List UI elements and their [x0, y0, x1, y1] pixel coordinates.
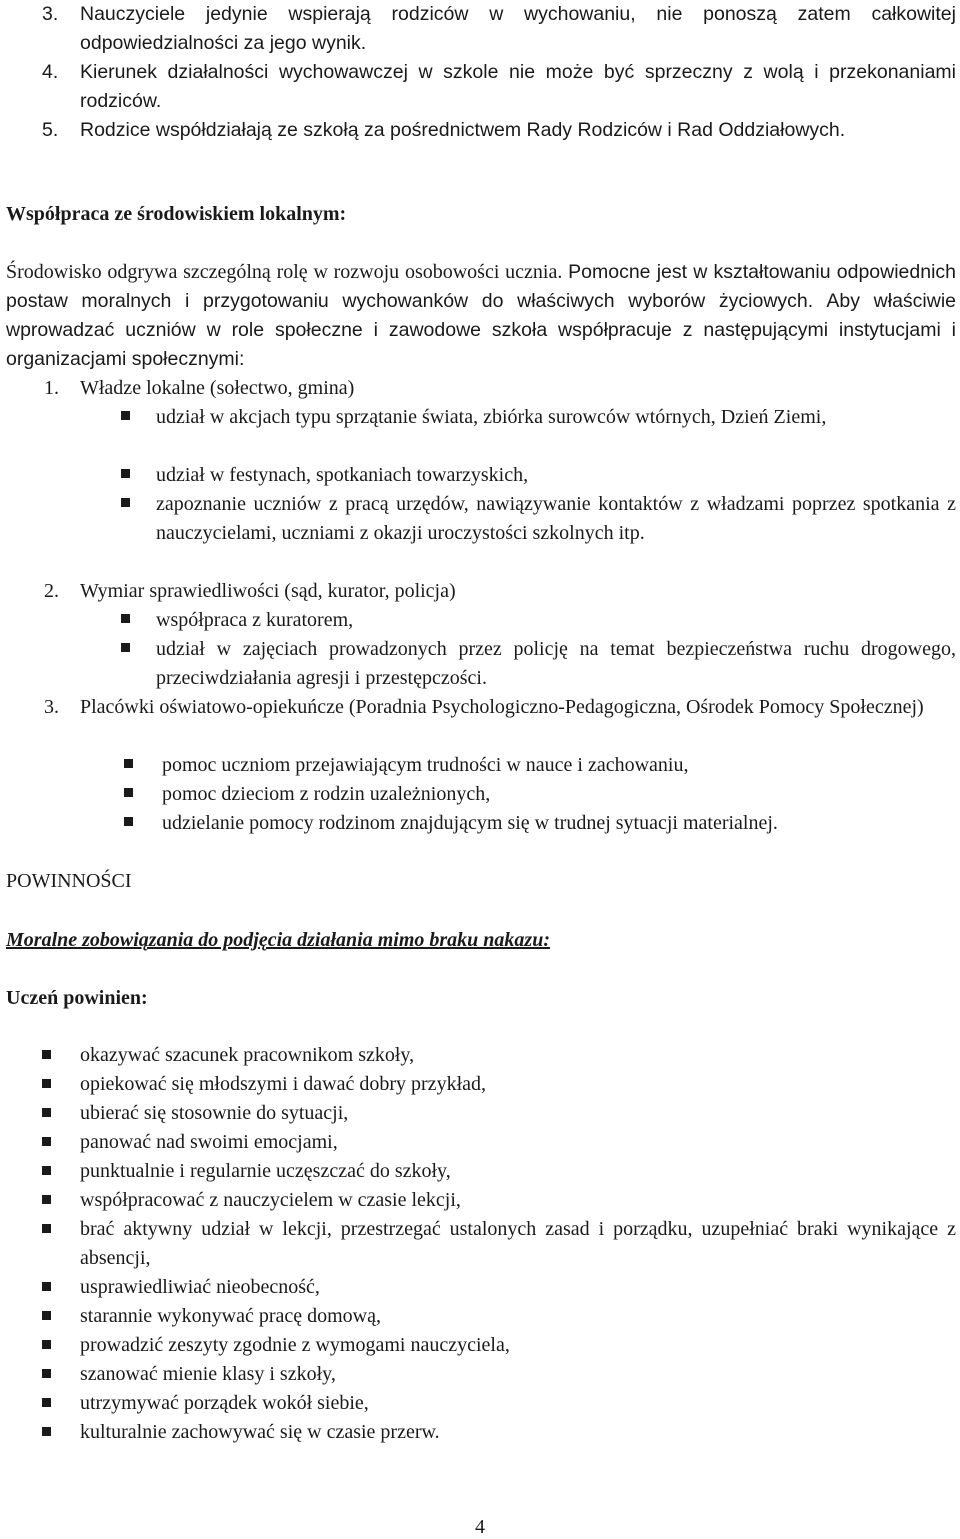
bullet-icon — [42, 1195, 51, 1204]
bullet-icon — [42, 1224, 51, 1233]
bullet-icon — [42, 1137, 51, 1146]
bullet-icon — [42, 1282, 51, 1291]
bullet-icon — [124, 788, 133, 797]
page-number: 4 — [475, 1516, 485, 1538]
section-paragraph — [6, 258, 956, 374]
list-item: pomoc dzieciom z rodzin uzależnionych, — [162, 783, 491, 805]
list-item: Kierunek działalności wychowawczej w szkole nie może być sprzeczny z wolą i przekonaniami rodziców. — [80, 61, 956, 112]
list-item: kulturalnie zachowywać się w czasie przerw. — [80, 1421, 440, 1443]
list-item: pomoc uczniom przejawiającym trudności w nauce i zachowaniu, — [162, 754, 689, 776]
powinnosci-heading: POWINNOŚCI — [6, 870, 132, 892]
bullet-icon — [124, 817, 133, 826]
list-number: 5. — [42, 119, 59, 141]
list-item: usprawiedliwiać nieobecność, — [80, 1276, 320, 1298]
list-item: ubierać się stosownie do sytuacji, — [80, 1102, 349, 1124]
bullet-icon — [42, 1398, 51, 1407]
section-heading: Współpraca ze środowiskiem lokalnym: — [6, 203, 347, 225]
list-item: prowadzić zeszyty zgodnie z wymogami nauczyciela, — [80, 1334, 510, 1356]
bullet-icon — [121, 614, 130, 623]
bullet-icon — [121, 469, 130, 478]
student-heading: Uczeń powinien: — [6, 987, 148, 1009]
list-item: panować nad swoimi emocjami, — [80, 1131, 338, 1153]
bullet-icon — [124, 759, 133, 768]
list-item: opiekować się młodszymi i dawać dobry przykład, — [80, 1073, 486, 1095]
list-item: udział w zajęciach prowadzonych przez policję na temat bezpieczeństwa ruchu drogowego, przeciwdziałania agresji i przestępczości. — [156, 638, 956, 689]
list-number: 3. — [44, 696, 59, 718]
institution-title: Wymiar sprawiedliwości (sąd, kurator, policja) — [80, 580, 456, 602]
list-item: udział w festynach, spotkaniach towarzyskich, — [156, 464, 529, 486]
list-number: 2. — [44, 580, 59, 602]
list-item: zapoznanie uczniów z pracą urzędów, nawiązywanie kontaktów z władzami poprzez spotkania z nauczycielami, uczniami z okazji uroczystości szkolnych itp. — [156, 493, 956, 544]
list-item: punktualnie i regularnie uczęszczać do szkoły, — [80, 1160, 451, 1182]
list-item: Nauczyciele jedynie wspierają rodziców w wychowaniu, nie ponoszą zatem całkowitej odpowiedzialności za jego wynik. — [80, 3, 956, 54]
para-sentence: Aby właściwie wprowadzać uczniów w role społeczne i zawodowe szkoła współpracuje z następującymi instytucjami i organizacjami społecznymi: — [6, 290, 957, 370]
bullet-icon — [42, 1166, 51, 1175]
institution-title: Placówki oświatowo-opiekuńcze (Poradnia Psychologiczno-Pedagogiczna, Ośrodek Pomocy Społecznej) — [80, 696, 924, 718]
list-number: 4. — [42, 61, 59, 83]
bullet-icon — [42, 1050, 51, 1059]
bullet-icon — [42, 1369, 51, 1378]
list-item: Rodzice współdziałają ze szkołą za pośrednictwem Rady Rodziców i Rad Oddziałowych. — [80, 119, 846, 141]
para-sentence: Pomocne jest w kształtowaniu odpowiednich postaw moralnych i przygotowaniu wychowanków do właściwych wyborów życiowych. — [6, 261, 957, 312]
list-item: szanować mienie klasy i szkoły, — [80, 1363, 336, 1385]
list-item: brać aktywny udział w lekcji, przestrzegać ustalonych zasad i porządku, uzupełniać braki wynikające z absencji, — [80, 1218, 956, 1269]
bullet-icon — [42, 1311, 51, 1320]
powinnosci-subheading: Moralne zobowiązania do podjęcia działania mimo braku nakazu: — [6, 929, 550, 951]
bullet-icon — [42, 1108, 51, 1117]
list-item: udzielanie pomocy rodzinom znajdującym się w trudnej sytuacji materialnej. — [162, 812, 778, 834]
list-number: 3. — [42, 3, 59, 25]
para-sentence: Środowisko odgrywa szczególną rolę w rozwoju osobowości ucznia. — [6, 261, 563, 283]
bullet-icon — [42, 1079, 51, 1088]
list-item: udział w akcjach typu sprzątanie świata, zbiórka surowców wtórnych, Dzień Ziemi, — [156, 406, 827, 428]
bullet-icon — [121, 498, 130, 507]
list-item: współpracować z nauczycielem w czasie lekcji, — [80, 1189, 461, 1211]
list-number: 1. — [44, 377, 59, 399]
bullet-icon — [42, 1340, 51, 1349]
list-item: współpraca z kuratorem, — [156, 609, 354, 631]
list-item: utrzymywać porządek wokół siebie, — [80, 1392, 369, 1414]
institution-title: Władze lokalne (sołectwo, gmina) — [80, 377, 355, 399]
list-item: okazywać szacunek pracownikom szkoły, — [80, 1044, 415, 1066]
bullet-icon — [42, 1427, 51, 1436]
bullet-icon — [121, 411, 130, 420]
list-item: starannie wykonywać pracę domową, — [80, 1305, 381, 1327]
bullet-icon — [121, 643, 130, 652]
